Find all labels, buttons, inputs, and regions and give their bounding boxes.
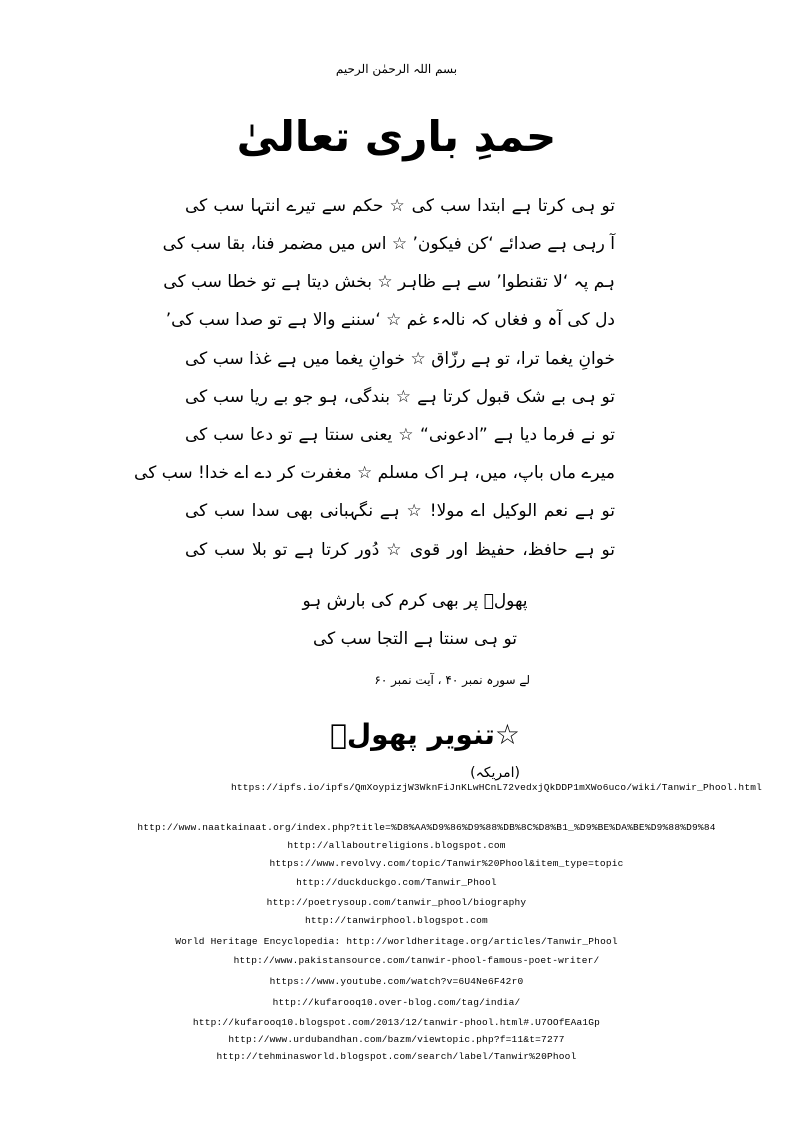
poet-location: (امریکہ) [470,765,520,781]
reference-link[interactable]: http://www.naatkainaat.org/index.php?title=%D8%AA%D9%86%D9%88%DB%8C%D8%B1_%D9%BE%DA%BE%D9%88%D9%84 [137,822,716,833]
couplet-line: تو ہے نعم الوکیل اے مولا! ☆ ہے نگہبانی بھی سدا سب کی [185,501,615,521]
reference-link[interactable]: http://kufarooq10.over-blog.com/tag/india/ [272,997,521,1008]
reference-link[interactable]: http://www.pakistansource.com/tanwir-phool-famous-poet-writer/ [233,955,600,966]
bismillah-heading: بسم اللہ الرحمٰن الرحیم [335,62,458,76]
couplet-line: دل کی آہ و فغاں کہ نالہء غم ☆ ‘سننے والا ہے تو صدا سب کی’ [165,310,615,330]
reference-link[interactable]: http://kufarooq10.blogspot.com/2013/12/tanwir-phool.html#.U7OOfEAa1Gp [192,1017,601,1028]
final-couplet-line-2: تو ہی سنتا ہے التجا سب کی [312,629,518,649]
couplet-line: میرے ماں باپ، میں، ہر اک مسلم ☆ مغفرت کر دے اے خدا! سب کی [134,463,615,483]
poet-signature [290,718,520,784]
reference-link[interactable]: World Heritage Encyclopedia: http://worldheritage.org/articles/Tanwir_Phool [175,936,618,947]
couplet-line: ہم پہ ‘لا تقنطوا’ سے ہے ظاہر ☆ بخش دیتا ہے تو خطا سب کی [163,272,615,292]
final-couplet-line-1: پھولؔ پر بھی کرم کی بارش ہو [302,591,528,611]
couplet-line: آ رہی ہے صدائے ‘کن فیکون’ ☆ اس میں مضمر فنا، بقا سب کی [162,234,615,254]
couplet-line: تو نے فرما دیا ہے ”ادعونی“ ☆ یعنی سنتا ہے تو دعا سب کی [185,425,615,445]
reference-link[interactable]: https://www.youtube.com/watch?v=6U4Ne6F42r0 [269,976,524,987]
reference-link[interactable]: http://poetrysoup.com/tanwir_phool/biography [266,897,527,908]
reference-link[interactable]: http://allaboutreligions.blogspot.com [287,840,506,851]
poet-name: ☆تنویر پھولؔ [330,718,520,751]
couplet-line: خوانِ یغما ترا، تو ہے رزّاق ☆ خوانِ یغما میں ہے غذا سب کی [185,349,615,369]
footnote: لے سورہ نمبر ۴۰ ، آیت نمبر ۶۰ [374,673,530,687]
reference-link[interactable]: http://www.urdubandhan.com/bazm/viewtopic.php?f=11&t=7277 [228,1034,565,1045]
reference-link[interactable]: https://ipfs.io/ipfs/QmXoypizjW3WknFiJnKLwHCnL72vedxjQkDDP1mXWo6uco/wiki/Tanwir_Phool.html [230,782,763,793]
reference-link[interactable]: https://www.revolvy.com/topic/Tanwir%20Phool&item_type=topic [269,858,624,869]
reference-link[interactable]: http://duckduckgo.com/Tanwir_Phool [296,877,497,888]
couplet-line: تو ہے حافظ، حفیظ اور قوی ☆ دُور کرتا ہے تو بلا سب کی [185,540,615,560]
page-title: حمدِ باری تعالیٰ [236,112,557,161]
reference-link[interactable]: http://tanwirphool.blogspot.com [305,915,488,926]
reference-link[interactable]: http://tehminasworld.blogspot.com/search/label/Tanwir%20Phool [216,1051,577,1062]
couplet-line: تو ہی کرتا ہے ابتدا سب کی ☆ حکم سے تیرے انتہا سب کی [185,196,615,216]
couplet-line: تو ہی بے شک قبول کرتا ہے ☆ بندگی، ہو جو بے ریا سب کی [185,387,615,407]
